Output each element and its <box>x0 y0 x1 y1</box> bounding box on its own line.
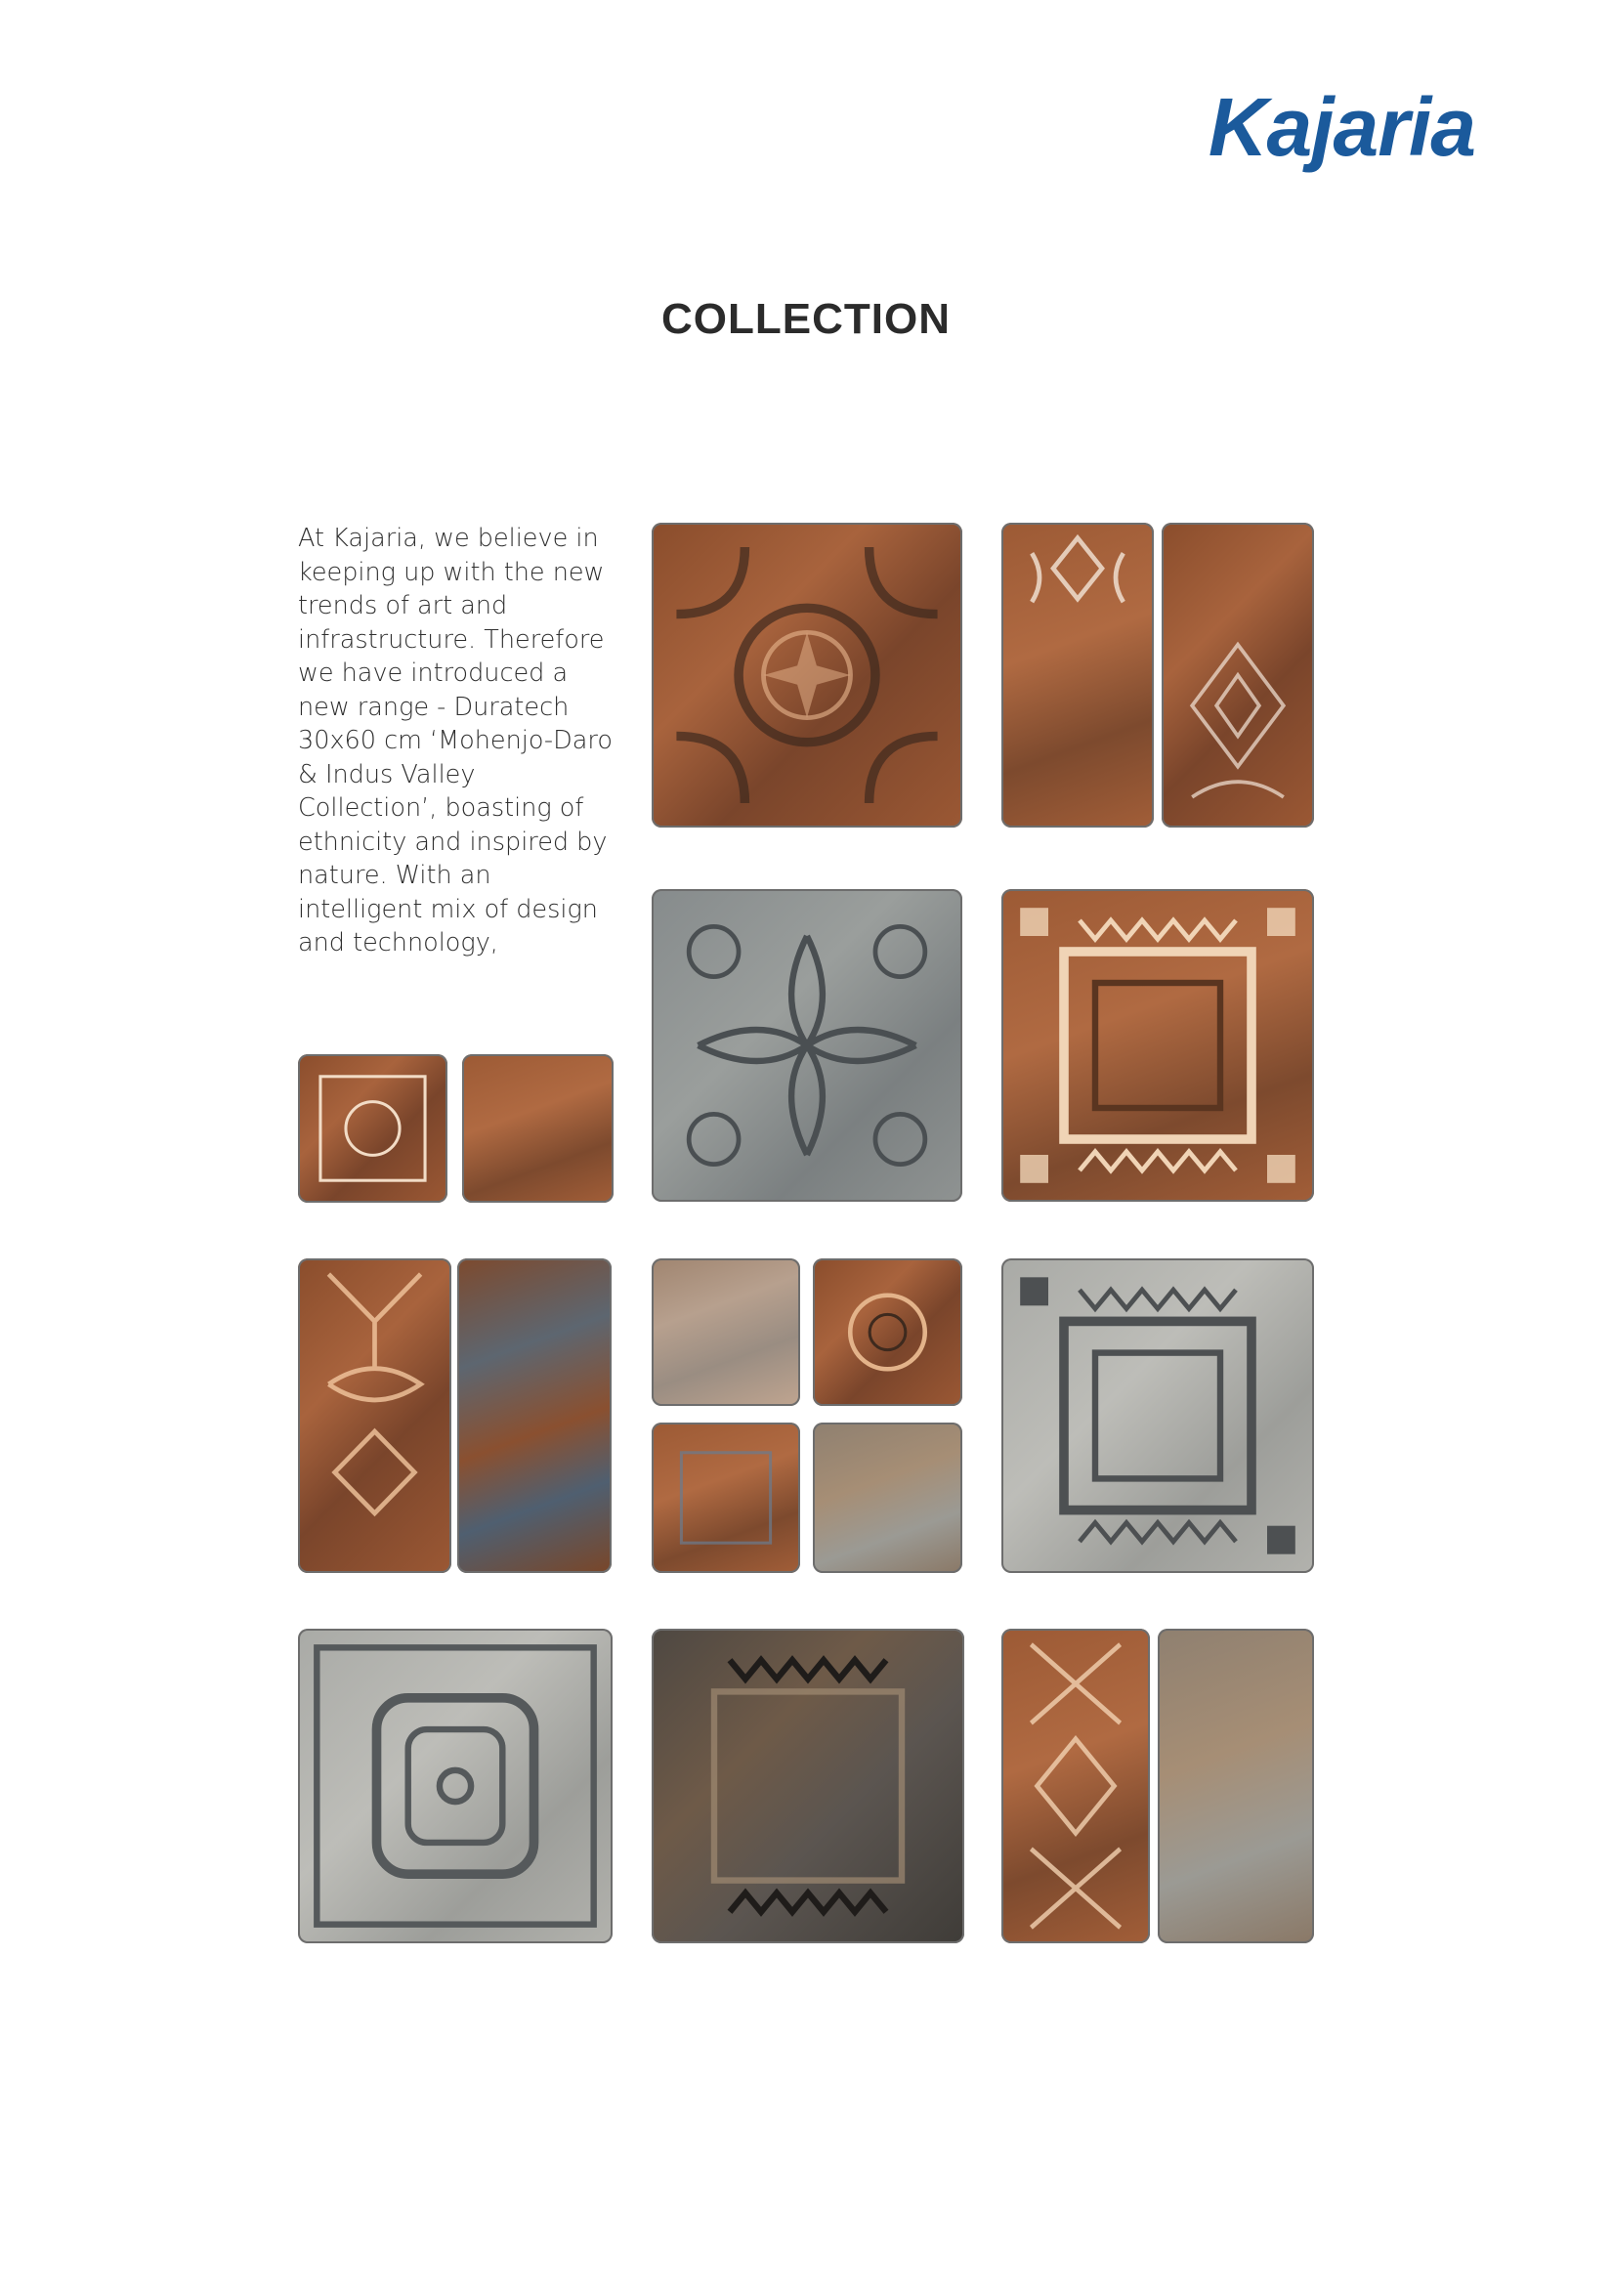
kajaria-logo: Kajaria <box>1208 81 1475 173</box>
grey-faded-plank <box>1158 1629 1314 1943</box>
rust-grey-small-tile <box>813 1423 962 1573</box>
rust-medallion-tile <box>652 523 962 828</box>
rust-pattern-plank-right <box>1162 523 1314 828</box>
rust-pattern-plank-left <box>1001 523 1154 828</box>
blue-rust-plank <box>457 1258 612 1573</box>
rust-plank-pattern <box>298 1258 451 1573</box>
rust-ornate-plank <box>1001 1629 1150 1943</box>
intro-text: At Kajaria, we believe in keeping up with the new trends of art and infrastructure. Therefore we have introduced a new range - Duratech 30x60 cm ‘Mohenjo-Daro & Indus Valley Collection’, boasting of ethnicity and inspired by nature. With an intelligent mix of design and technology, <box>298 524 613 957</box>
rust-blue-small-tile <box>652 1423 800 1573</box>
dark-xx-border-tile <box>652 1629 964 1943</box>
grey-xx-border-tile <box>1001 1258 1314 1573</box>
grey-floral-tile <box>652 889 962 1202</box>
rust-rosette-small-tile <box>813 1258 962 1406</box>
small-rust-plain-tile <box>462 1054 614 1203</box>
page-title: COLLECTION <box>661 295 951 343</box>
light-grey-ornament-tile <box>298 1629 613 1943</box>
small-rust-pattern-tile <box>298 1054 447 1203</box>
rust-xx-border-tile <box>1001 889 1314 1202</box>
faded-small-tile <box>652 1258 800 1406</box>
